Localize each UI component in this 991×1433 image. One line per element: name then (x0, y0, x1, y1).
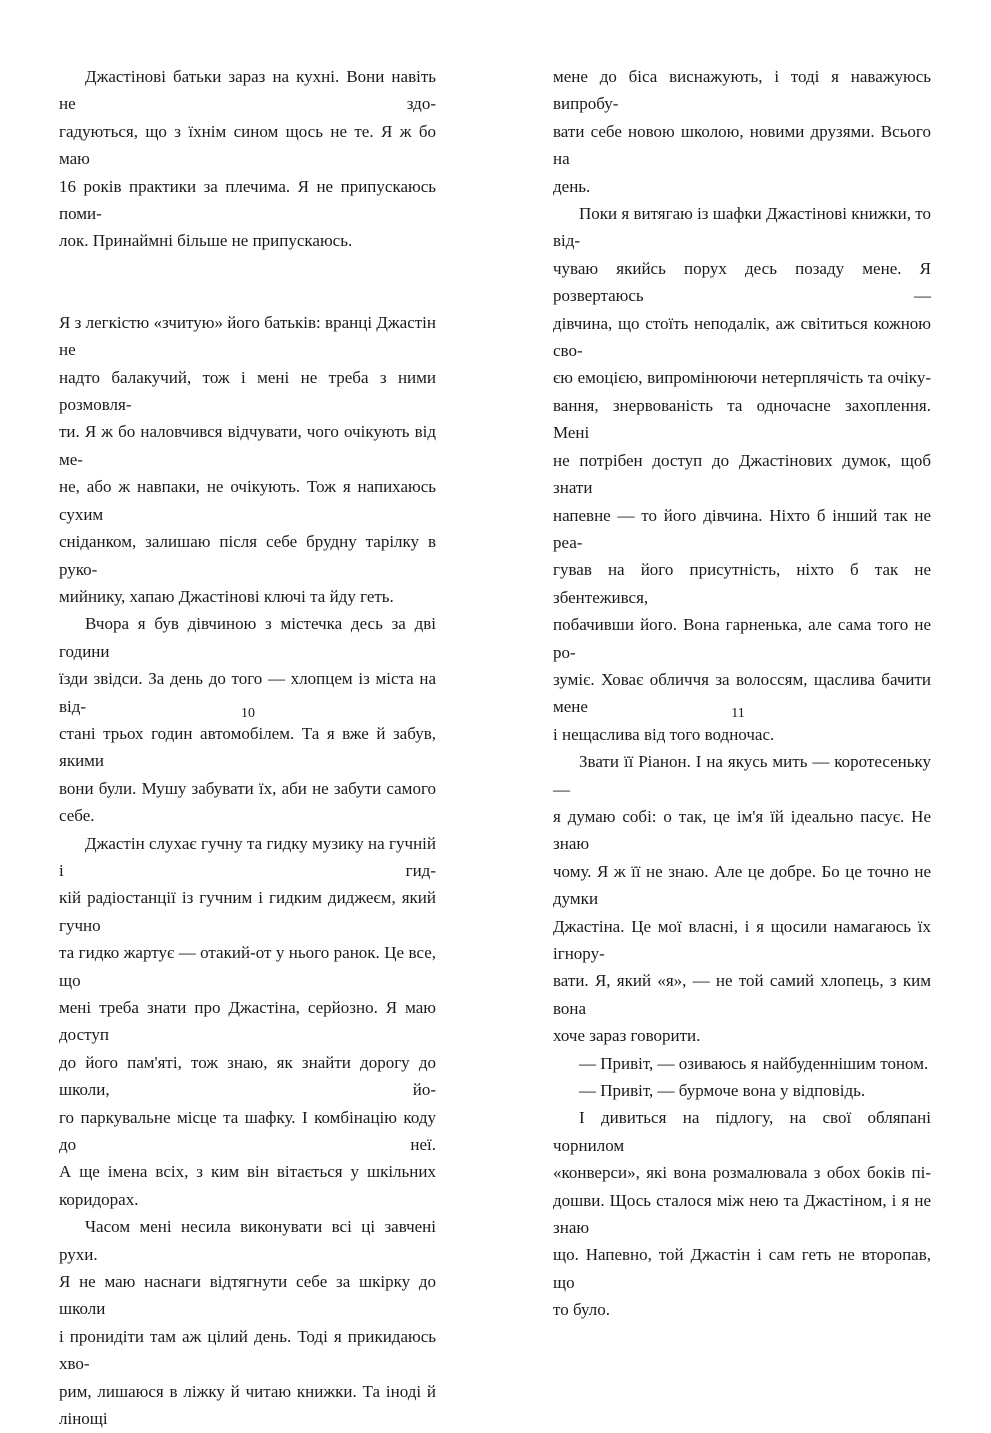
paragraph (59, 830, 436, 1214)
paragraph (59, 1213, 436, 1432)
text-line: чому. Я ж її не знаю. Але це добре. Бо це точно не думки (553, 861, 931, 909)
text-line: Звати її Ріанон. І на якусь мить — коротесеньку — (553, 752, 931, 799)
paragraph (553, 200, 931, 748)
text-line: то було. (553, 1300, 610, 1320)
dialogue-line (553, 1050, 931, 1077)
text-line: та гидко жартує — отакий-от у нього ранок. Це все, що (59, 943, 436, 990)
paragraph (553, 1104, 931, 1323)
text-line: вання, знервованість та одночасне захоплення. Мені (553, 395, 931, 443)
dialogue-line (553, 1077, 931, 1104)
text-line: рим, лишаюся в ліжку й читаю книжки. Та іноді й лінощі (59, 1381, 436, 1429)
text-line: лок. Принаймні більше не припускаюсь. (59, 231, 353, 251)
left-page-text (59, 63, 436, 1433)
text-line: єю емоцією, випромінюючи нетерплячість та очіку- (553, 368, 931, 388)
text-line: я думаю собі: о так, це ім'я їй ідеально пасує. Не знаю (553, 806, 931, 854)
text-line: Поки я витягаю із шафки Джастінові книжки, то від- (553, 204, 931, 251)
left-page (0, 0, 495, 1429)
text-line: вони були. Мушу забувати їх, аби не забути самого себе. (59, 778, 436, 826)
text-line: гадуються, що з їхнім сином щось не те. Я ж бо маю (59, 121, 436, 169)
text-line: ти. Я ж бо наловчився відчувати, чого очікують від ме- (59, 422, 436, 469)
text-line: зуміє. Ховає обличчя за волоссям, щаслива бачити мене (553, 669, 931, 717)
page-number: 10 (241, 706, 255, 721)
text-line: Я з легкістю «зчитую» його батьків: вранці Джастін не (59, 312, 436, 360)
text-line: і пронидіти там аж цілий день. Тоді я прикидаюсь хво- (59, 1326, 436, 1374)
text-line: хоче зараз говорити. (553, 1026, 701, 1046)
right-page-text (553, 63, 931, 1324)
right-page (495, 0, 991, 1320)
paragraph (553, 748, 931, 1049)
text-line: І дивиться на підлогу, на свої обляпані чорнилом (553, 1108, 931, 1155)
text-line: «конверси», які вона розмалювала з обох боків пі- (553, 1163, 931, 1183)
text-line: їзди звідси. За день до того — хлопцем із міста на від- (59, 669, 436, 716)
text-line: гував на його присутність, ніхто б так не збентежився, (553, 560, 931, 607)
text-line: — Привіт, — бурмоче вона у відповідь. (579, 1081, 866, 1101)
paragraph (553, 63, 931, 200)
text-line: Джастіна. Це мої власні, і я щосили намагаюсь їх ігнору- (553, 916, 931, 963)
text-line: мені треба знати про Джастіна, серйозно. Я маю доступ (59, 998, 436, 1045)
text-line: го паркувальне місце та шафку. І комбінацію коду до неї. (59, 1107, 436, 1155)
text-line: і нещаслива від того водночас. (553, 724, 775, 744)
text-line: мийнику, хапаю Джастінові ключі та йду геть. (59, 586, 394, 606)
text-line: Джастінові батьки зараз на кухні. Вони навіть не здо- (59, 67, 436, 114)
text-line: дошви. Щось сталося між нею та Джастіном, і я не знаю (553, 1190, 931, 1238)
text-line: Вчора я був дівчиною з містечка десь за дві години (59, 614, 436, 661)
text-line: кій радіостанції із гучним і гидким диджеєм, який гучно (59, 888, 436, 935)
text-line: вати себе новою школою, новими друзями. Всього на (553, 121, 931, 169)
text-line: Я не маю наснаги відтягнути себе за шкірку до школи (59, 1272, 436, 1319)
text-line: мене до біса виснажують, і тоді я наважуюсь випробу- (553, 67, 931, 114)
text-line: сніданком, залишаю після себе брудну тарілку в руко- (59, 532, 436, 579)
text-line: побачивши його. Вона гарненька, але сама того не ро- (553, 615, 931, 662)
text-line: надто балакучий, тож і мені не треба з ними розмовля- (59, 367, 436, 415)
text-line: Часом мені несила виконувати всі ці завчені рухи. (59, 1217, 436, 1264)
section-break (59, 255, 436, 309)
text-line: що. Напевно, той Джастін і сам геть не второпав, що (553, 1245, 931, 1292)
text-line: 16 років практики за плечима. Я не припускаюсь поми- (59, 176, 436, 224)
page-number: 11 (731, 706, 745, 721)
text-line: стані трьох годин автомобілем. Та я вже й забув, якими (59, 723, 436, 771)
text-line: — Привіт, — озиваюсь я найбуденнішим тоном. (579, 1053, 929, 1073)
text-line: Джастін слухає гучну та гидку музику на гучній і гид- (59, 833, 436, 880)
text-line: А ще імена всіх, з ким він вітається у шкільних коридорах. (59, 1162, 436, 1209)
paragraph (59, 309, 436, 610)
text-line: напевне — то його дівчина. Ніхто б інший так не реа- (553, 505, 931, 552)
text-line: не, або ж навпаки, не очікують. Тож я напихаюсь сухим (59, 477, 436, 524)
text-line: чуваю якийсь порух десь позаду мене. Я розвертаюсь — (553, 258, 931, 306)
text-line: дівчина, що стоїть неподалік, аж світиться кожною сво- (553, 313, 931, 361)
text-line: вати. Я, який «я», — не той самий хлопець, з ким вона (553, 971, 931, 1018)
text-line: не потрібен доступ до Джастінових думок, щоб знати (553, 450, 931, 498)
text-line: день. (553, 176, 591, 196)
paragraph (59, 63, 436, 255)
text-line: до його пам'яті, тож знаю, як знайти дорогу до школи, йо- (59, 1052, 436, 1100)
